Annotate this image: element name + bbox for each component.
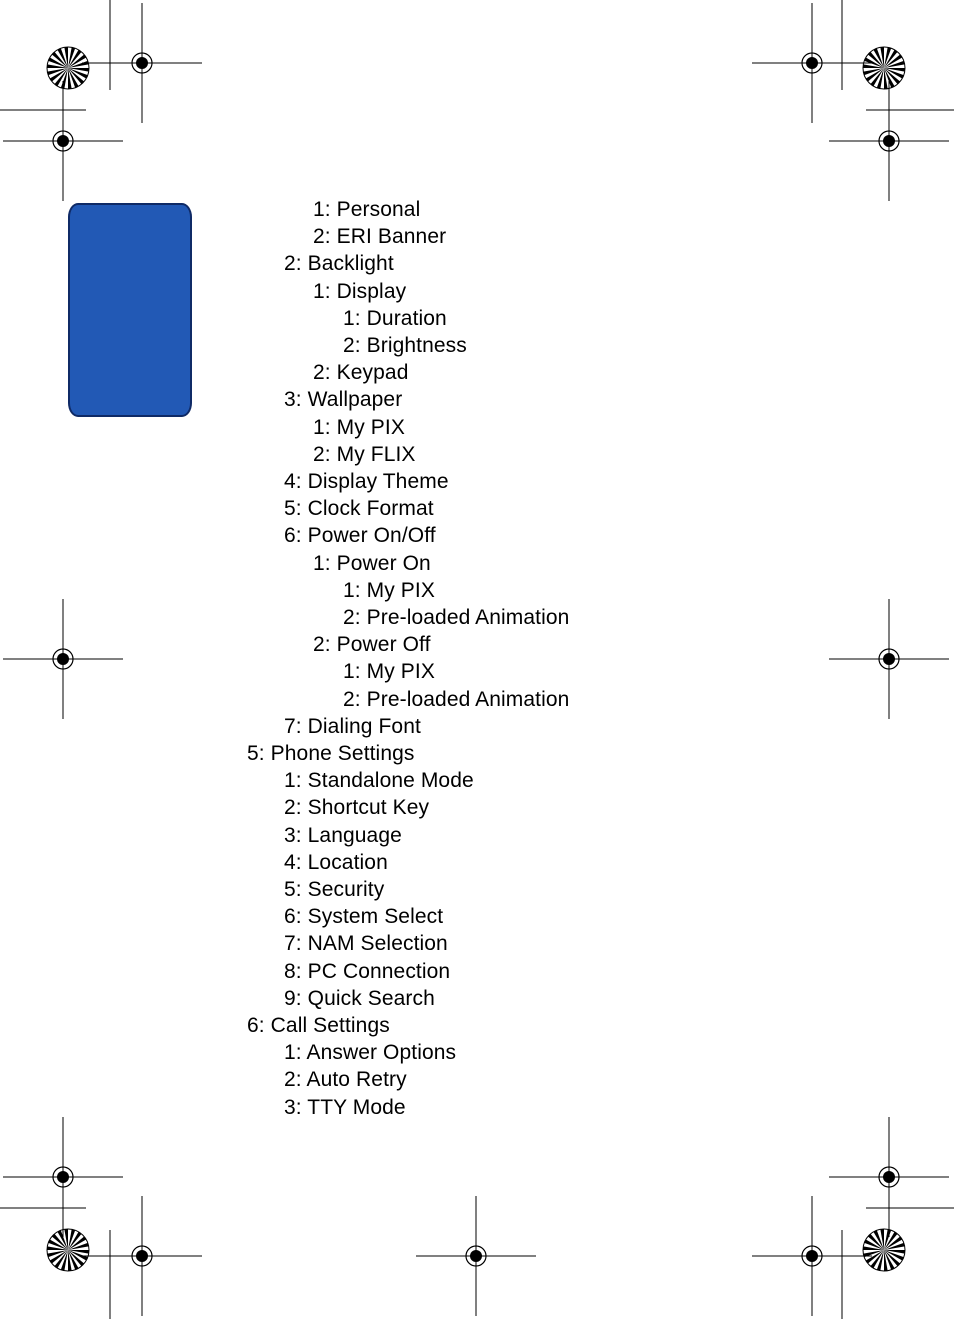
registration-mark-icon bbox=[829, 599, 949, 719]
registration-mark-icon bbox=[416, 1196, 536, 1316]
menu-item: 2: Pre-loaded Animation bbox=[343, 606, 570, 629]
section-tab bbox=[68, 203, 192, 417]
menu-item: 1: Duration bbox=[343, 306, 447, 330]
menu-item: 6: System Select bbox=[284, 905, 444, 929]
menu-item: 2: Pre-loaded Animation bbox=[343, 687, 570, 711]
starburst-mark-icon bbox=[863, 1229, 905, 1271]
menu-item: 5: Phone Settings bbox=[247, 742, 415, 765]
menu-item: 2: ERI Banner bbox=[313, 225, 447, 249]
menu-item: 2: Backlight bbox=[284, 252, 394, 276]
menu-item: 6: Call Settings bbox=[247, 1014, 390, 1037]
registration-mark-icon bbox=[82, 1196, 202, 1316]
menu-item: 5: Clock Format bbox=[284, 497, 434, 521]
menu-item: 1: Display bbox=[313, 279, 407, 303]
menu-item: 2: Auto Retry bbox=[284, 1068, 407, 1092]
registration-mark-icon bbox=[752, 3, 872, 123]
menu-item: 4: Display Theme bbox=[284, 470, 449, 493]
menu-item: 1: Standalone Mode bbox=[284, 769, 474, 793]
starburst-mark-icon bbox=[47, 1229, 89, 1271]
registration-mark-icon bbox=[3, 81, 123, 201]
menu-item: 7: Dialing Font bbox=[284, 714, 421, 738]
starburst-mark-icon bbox=[47, 47, 89, 89]
menu-item: 3: Language bbox=[284, 823, 402, 847]
menu-item: 3: TTY Mode bbox=[284, 1095, 406, 1119]
menu-item: 6: Power On/Off bbox=[284, 524, 436, 548]
menu-item: 2: Keypad bbox=[313, 361, 409, 385]
registration-mark-icon bbox=[3, 1117, 123, 1237]
menu-item: 4: Location bbox=[284, 850, 388, 874]
menu-item: 2: Shortcut Key bbox=[284, 796, 430, 820]
menu-item: 2: Power Off bbox=[313, 633, 431, 657]
registration-mark-icon bbox=[829, 1117, 949, 1237]
menu-item: 1: My PIX bbox=[313, 415, 405, 439]
registration-mark-icon bbox=[829, 81, 949, 201]
menu-item: 1: Personal bbox=[313, 198, 421, 221]
registration-mark-icon bbox=[752, 1196, 872, 1316]
menu-item: 1: My PIX bbox=[343, 660, 435, 684]
menu-item: 1: Power On bbox=[313, 551, 431, 575]
menu-item: 1: My PIX bbox=[343, 578, 435, 602]
menu-item: 2: Brightness bbox=[343, 334, 467, 357]
registration-mark-icon bbox=[82, 3, 202, 123]
menu-item: 7: NAM Selection bbox=[284, 932, 448, 956]
menu-item: 1: Answer Options bbox=[284, 1041, 457, 1065]
menu-item: 3: Wallpaper bbox=[284, 388, 403, 412]
menu-item: 8: PC Connection bbox=[284, 959, 451, 983]
menu-item: 2: My FLIX bbox=[313, 442, 416, 466]
menu-item: 9: Quick Search bbox=[284, 986, 435, 1010]
menu-item: 5: Security bbox=[284, 878, 385, 901]
starburst-mark-icon bbox=[863, 47, 905, 89]
registration-mark-icon bbox=[3, 599, 123, 719]
